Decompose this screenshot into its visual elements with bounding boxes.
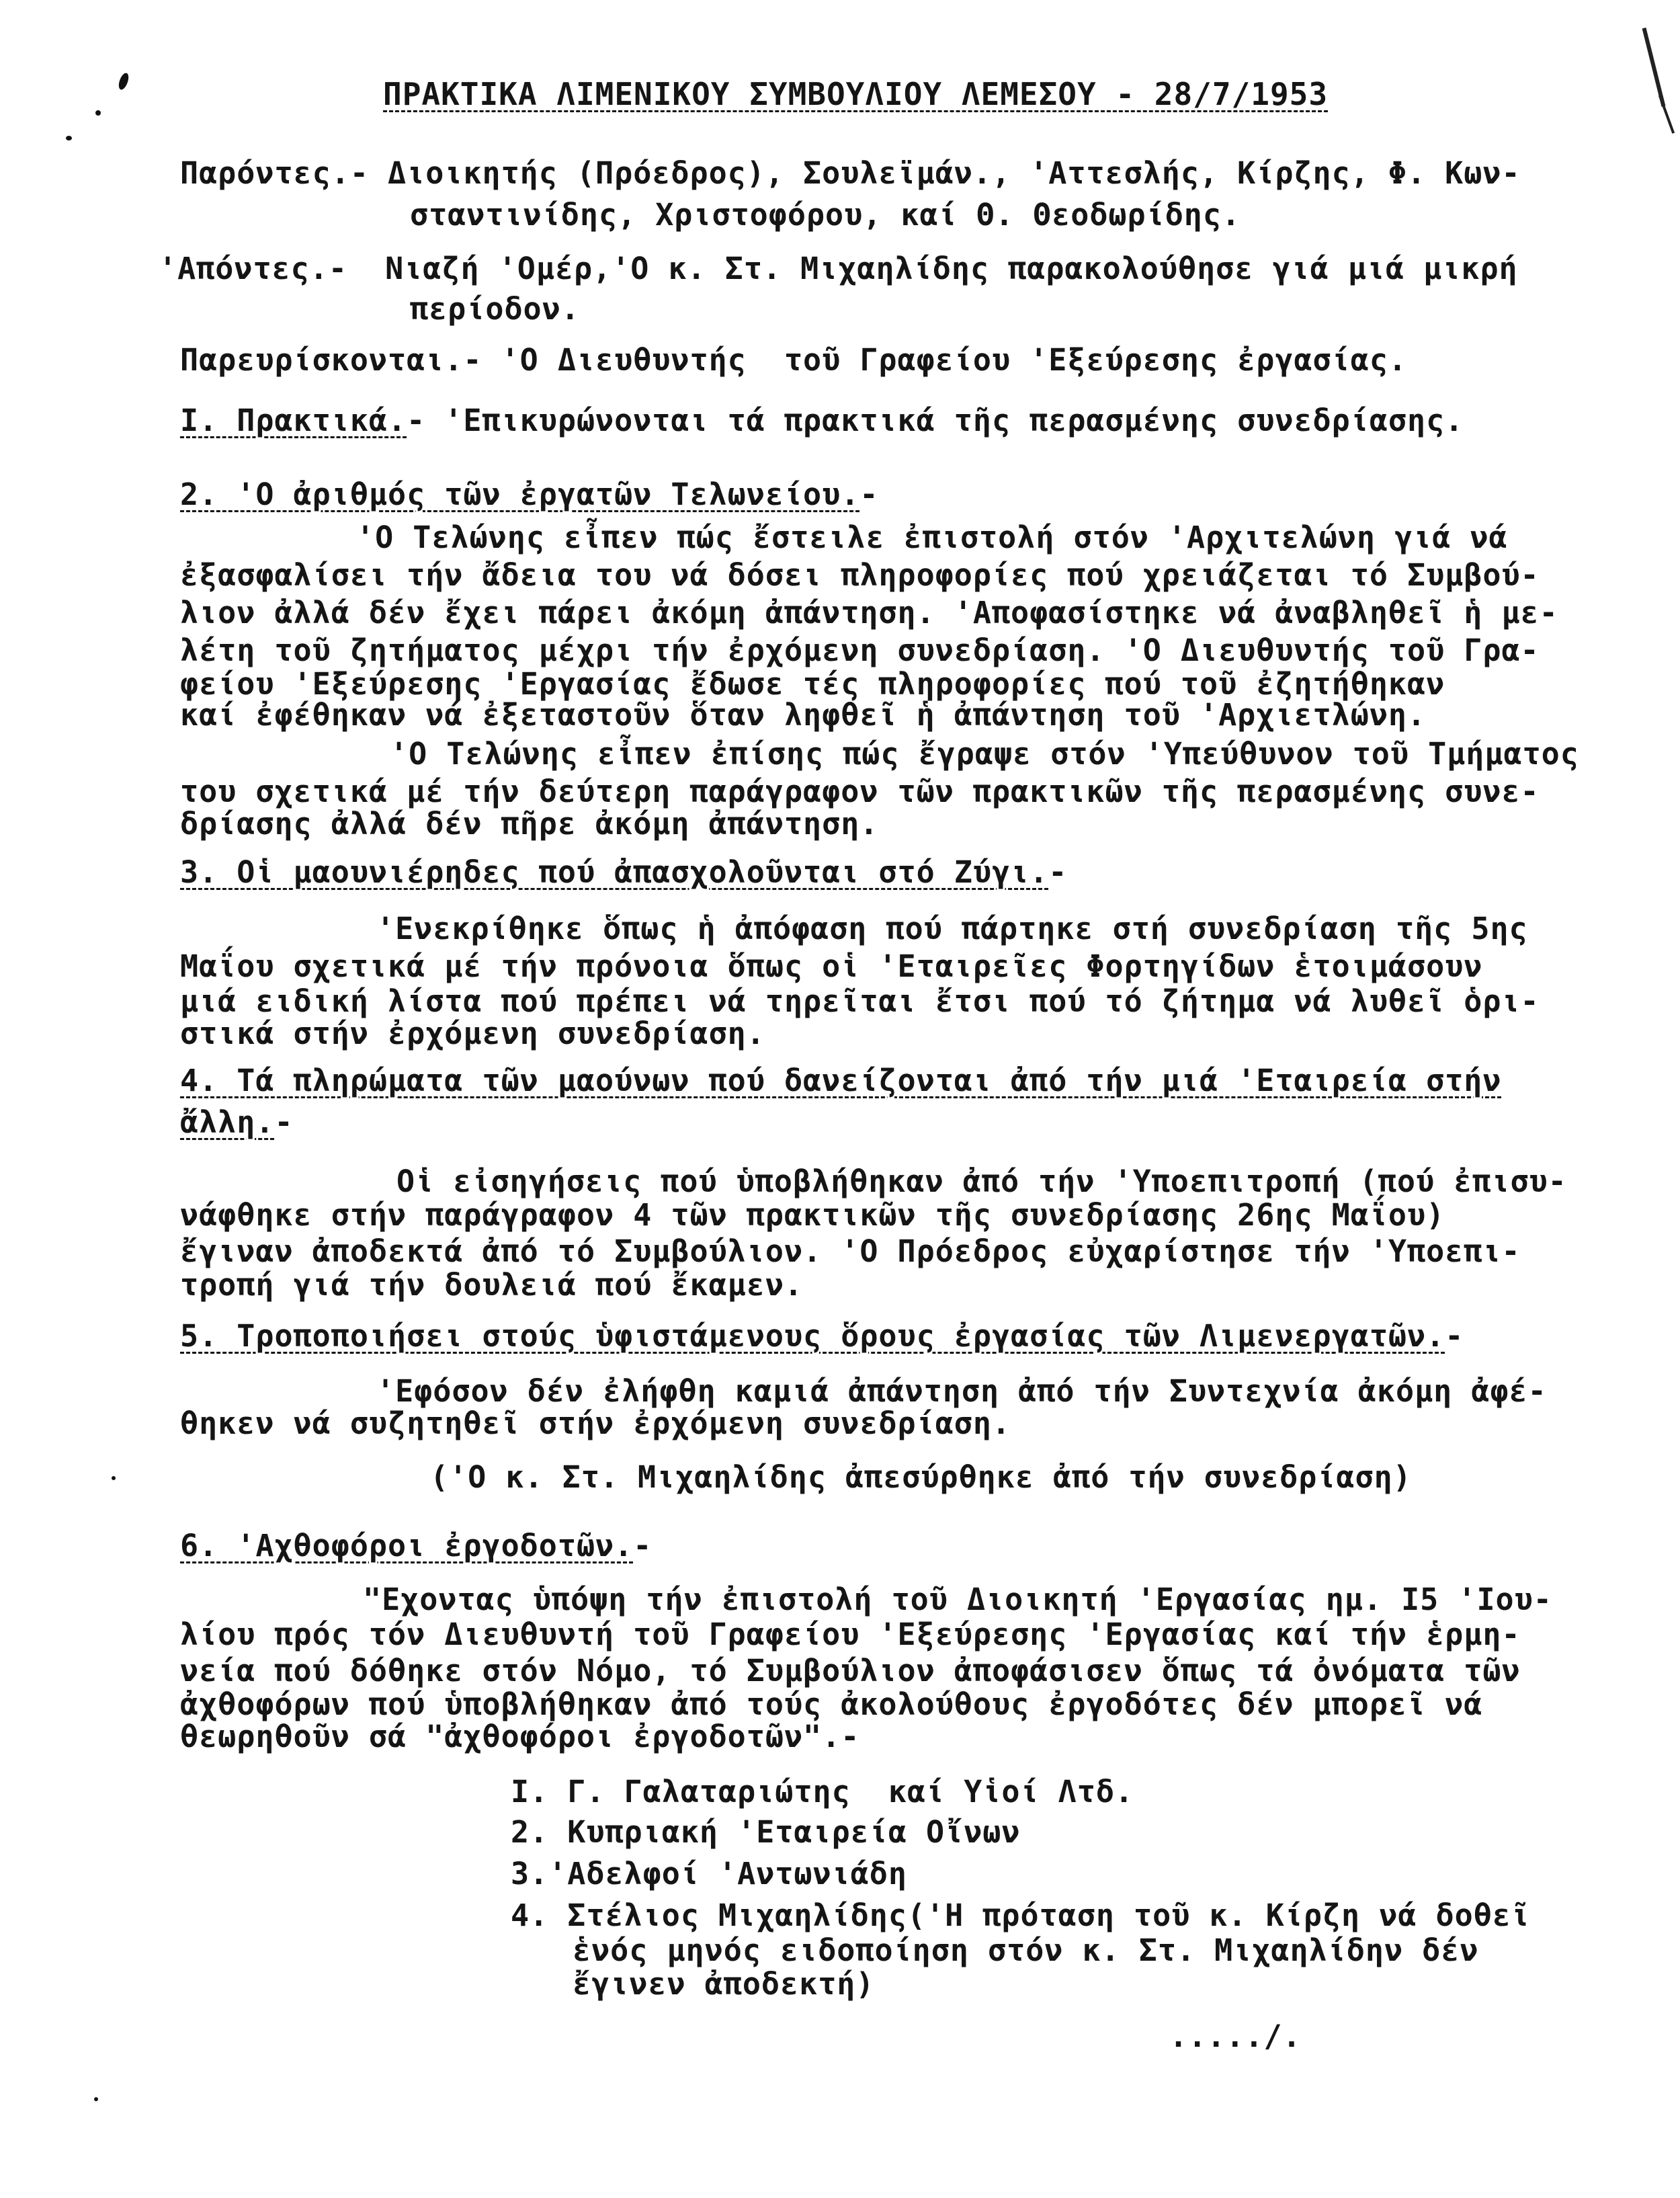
section-4-heading-line-1: 4. Τά πληρώματα τῶν μαούνων πού δανείζονται ἀπό τήν μιά 'Εταιρεία στήν	[180, 1063, 1502, 1098]
section-3-heading: 3. Οἱ μαουνιέρηδες πού ἀπασχολοῦνται στό Ζύγι.	[180, 854, 1049, 890]
section-6-para-line-4: ἀχθοφόρων πού ὑποβλήθηκαν ἀπό τούς ἀκολούθους ἐργοδότες δέν μπορεῖ νά	[180, 1686, 1483, 1722]
employer-list-item-4-cont-1: ἑνός μηνός ειδοποίηση στόν κ. Στ. Μιχαηλίδην δέν	[573, 1932, 1479, 1968]
section-1-text: - 'Επικυρώνονται τά πρακτικά τῆς περασμένης συνεδρίασης.	[407, 403, 1464, 438]
employer-list-item: 2. Κυπριακή 'Εταιρεία Οἴνων	[511, 1814, 1021, 1850]
employer-list-item: 4. Στέλιος Μιχαηλίδης('Η πρόταση τοῦ κ. Κίρζη νά δοθεῖ	[511, 1898, 1530, 1933]
section-4-para-line-2: νάφθηκε στήν παράγραφον 4 τῶν πρακτικῶν τῆς συνεδρίασης 26ης Μαΐου)	[180, 1197, 1445, 1233]
section-6-heading: 6. 'Αχθοφόροι ἐργοδοτῶν.	[180, 1528, 634, 1563]
section-4-heading-2: ἄλλη.	[180, 1104, 275, 1140]
section-6-para-line-1: "Εχοντας ὑπόψη τήν ἐπιστολή τοῦ Διοικητή 'Εργασίας ημ. Ι5 'Ιου-	[363, 1582, 1552, 1617]
section-3-para-line-2: Μαΐου σχετικά μέ τήν πρόνοια ὅπως οἱ 'Εταιρεῖες Φορτηγίδων ἑτοιμάσουν	[180, 948, 1483, 984]
section-5-note: ('Ο κ. Στ. Μιχαηλίδης ἀπεσύρθηκε ἀπό τήν συνεδρίαση)	[430, 1459, 1412, 1495]
section-2-heading: 2. 'Ο ἀριθμός τῶν ἐργατῶν Τελωνείου.	[180, 477, 860, 512]
present-line-2: σταντινίδης, Χριστοφόρου, καί Θ. Θεοδωρίδης.	[410, 197, 1241, 233]
section-2-para1-line-4: λέτη τοῦ ζητήματος μέχρι τήν ἐρχόμενη συνεδρίαση. 'Ο Διευθυντής τοῦ Γρα-	[180, 633, 1540, 668]
section-3-suffix: -	[1048, 854, 1068, 890]
section-1-heading: Ι. Πρακτικά.	[180, 403, 407, 438]
section-5-para-line-2: θηκεν νά συζητηθεῖ στήν ἐρχόμενη συνεδρίαση.	[180, 1406, 1011, 1441]
section-6-para-line-3: νεία πού δόθηκε στόν Νόμο, τό Συμβούλιον ἀποφάσισεν ὅπως τά ὀνόματα τῶν	[180, 1653, 1521, 1688]
section-2-para2-line-3: δρίασης ἀλλά δέν πῆρε ἀκόμη ἀπάντηση.	[180, 806, 879, 842]
section-5-heading-line	[180, 1317, 1464, 1355]
section-2-para1-line-3: λιον ἀλλά δέν ἔχει πάρει ἀκόμη ἀπάντηση. 'Αποφασίστηκε νά ἀναβληθεῖ ἡ με-	[180, 595, 1558, 630]
section-6-para-line-5: θεωρηθοῦν σά "ἀχθοφόροι ἐργοδοτῶν".-	[180, 1719, 860, 1754]
section-3-para-line-3: μιά ειδική λίστα πού πρέπει νά τηρεῖται ἔτσι πού τό ζήτημα νά λυθεῖ ὁρι-	[180, 983, 1540, 1019]
section-3-para-line-4: στικά στήν ἐρχόμενη συνεδρίαση.	[180, 1016, 765, 1051]
section-6-para-line-2: λίου πρός τόν Διευθυντή τοῦ Γραφείου 'Εξεύρεσης 'Εργασίας καί τήν ἑρμη-	[180, 1617, 1521, 1652]
section-5-suffix: -	[1445, 1318, 1464, 1354]
scan-speck	[117, 72, 130, 91]
scan-speck	[94, 2097, 98, 2101]
section-6-heading-line	[180, 1527, 652, 1565]
section-2-suffix: -	[859, 477, 879, 512]
section-4-heading-line-2	[180, 1104, 294, 1141]
document-title: ΠΡΑΚΤΙΚΑ ΛΙΜΕΝΙΚΟΥ ΣΥΜΒΟΥΛΙΟΥ ΛΕΜΕΣΟΥ - 28/7/1953	[383, 76, 1329, 112]
section-6-suffix: -	[633, 1528, 653, 1563]
section-3-heading-line	[180, 854, 1067, 891]
section-2-para1-line-2: ἐξασφαλίσει τήν ἄδεια του νά δόσει πληροφορίες πού χρειάζεται τό Συμβού-	[180, 557, 1540, 593]
continuation-mark: ...../.	[1169, 2019, 1302, 2054]
section-4-para-line-1: Οἱ εἰσηγήσεις πού ὑποβλήθηκαν ἀπό τήν 'Υποεπιτροπή (πού ἐπισυ-	[396, 1164, 1567, 1199]
also-present-line: Παρευρίσκονται.- 'Ο Διευθυντής τοῦ Γραφείου 'Εξεύρεσης ἐργασίας.	[180, 342, 1407, 378]
section-4-para-line-4: τροπή γιά τήν δουλειά πού ἔκαμεν.	[180, 1267, 804, 1303]
scan-speck	[66, 136, 72, 140]
scan-edge-mark	[1658, 95, 1675, 134]
scan-edge-mark	[1642, 28, 1666, 107]
section-4-para-line-3: ἔγιναν ἀποδεκτά ἀπό τό Συμβούλιον. 'Ο Πρόεδρος εὐχαρίστησε τήν 'Υποεπι-	[180, 1233, 1521, 1269]
absent-line-1: 'Απόντες.- Νιαζή 'Ομέρ,'Ο κ. Στ. Μιχαηλίδης παρακολούθησε γιά μιά μικρή	[159, 251, 1518, 286]
section-1	[180, 402, 1464, 440]
section-3-para-line-1: 'Ενεκρίθηκε ὅπως ἡ ἀπόφαση πού πάρτηκε στή συνεδρίαση τῆς 5ης	[376, 911, 1528, 946]
section-2-para2-line-1: 'Ο Τελώνης εἶπεν ἐπίσης πώς ἔγραψε στόν 'Υπεύθυνον τοῦ Τμήματος	[390, 736, 1579, 772]
employer-list-item: 3.'Αδελφοί 'Αντωνιάδη	[511, 1856, 907, 1891]
section-5-heading: 5. Τροποποιήσει στούς ὑφιστάμενους ὅρους ἐργασίας τῶν Λιμενεργατῶν.	[180, 1318, 1445, 1354]
scan-speck	[112, 1476, 116, 1480]
employer-list-item-4-cont-2: ἔγινεν ἀποδεκτή)	[573, 1966, 875, 2002]
present-line-1: Παρόντες.- Διοικητής (Πρόεδρος), Σουλεϊμάν., 'Αττεσλής, Κίρζης, Φ. Κων-	[180, 155, 1521, 191]
section-5-para-line-1: 'Εφόσον δέν ἐλήφθη καμιά ἀπάντηση ἀπό τήν Συντεχνία ἀκόμη ἀφέ-	[376, 1373, 1547, 1409]
section-2-para1-line-6: καί ἐφέθηκαν νά ἐξεταστοῦν ὅταν ληφθεῖ ἡ ἀπάντηση τοῦ 'Αρχιετλώνη.	[180, 697, 1427, 733]
scan-speck	[95, 110, 101, 116]
section-4-suffix: -	[274, 1104, 294, 1140]
employer-list-item: Ι. Γ. Γαλαταριώτης καί Υἱοί Λτδ.	[511, 1774, 1134, 1809]
section-2-para1-line-1: 'Ο Τελώνης εἶπεν πώς ἔστειλε ἐπιστολή στόν 'Αρχιτελώνη γιά νά	[356, 520, 1508, 555]
section-2-heading-line	[180, 476, 878, 514]
absent-line-2: περίοδον.	[410, 291, 580, 327]
section-2-para1-line-5: φείου 'Εξεύρεσης 'Εργασίας ἔδωσε τές πληροφορίες πού τοῦ ἐζητήθηκαν	[180, 666, 1445, 702]
section-2-para2-line-2: του σχετικά μέ τήν δεύτερη παράγραφον τῶν πρακτικῶν τῆς περασμένης συνε-	[180, 774, 1540, 809]
